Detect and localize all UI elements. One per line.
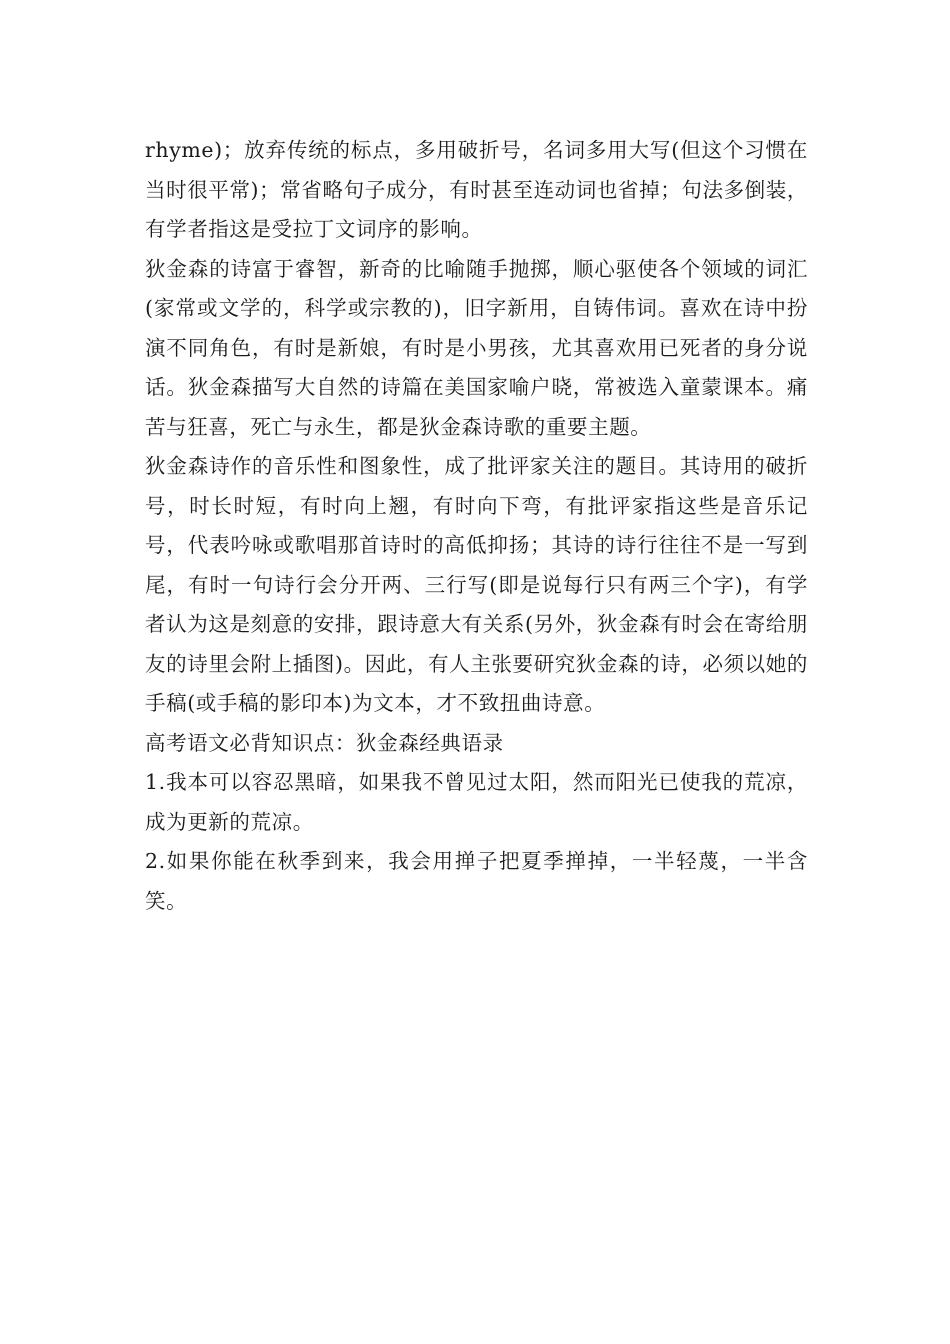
section-heading: 高考语文必背知识点：狄金森经典语录 xyxy=(145,730,504,755)
paragraph-music-and-imagery: 狄金森诗作的音乐性和图象性，成了批评家关注的题目。其诗用的破折号，时长时短，有时向上翘，有时向下弯，有批评家指这些是音乐记号，代表吟咏或歌唱那首诗时的高低抑扬；其诗的诗行往往不是一写到尾，有时一句诗行会分开两、三行写(即是说每行只有两三个字)，有学者认为这是刻意的安排，跟诗意大有关系(另外，狄金森有时会在寄给朋友的诗里会附上插图)。因此，有人主张要研究狄金森的诗，必须以她的手稿(或手稿的影印本)为文本，才不致扭曲诗意。 xyxy=(145,454,808,715)
paragraph-punctuation-style: rhyme)；放弃传统的标点，多用破折号，名词多用大写(但这个习惯在当时很平常)；常省略句子成分，有时甚至连动词也省掉；句法多倒装，有学者指这是受拉丁文词序的影响。 xyxy=(145,138,808,241)
quote-item-1: 1.我本可以容忍黑暗，如果我不曾见过太阳，然而阳光已使我的荒凉，成为更新的荒凉。 xyxy=(145,770,808,834)
document-body xyxy=(145,131,808,921)
quote-item-2: 2.如果你能在秋季到来，我会用掸子把夏季掸掉，一半轻蔑，一半含笑。 xyxy=(145,849,808,913)
paragraph-wit-and-themes: 狄金森的诗富于睿智，新奇的比喻随手抛掷，顺心驱使各个领域的词汇(家常或文学的，科学或宗教的)，旧字新用，自铸伟词。喜欢在诗中扮演不同角色，有时是新娘，有时是小男孩，尤其喜欢用已死者的身分说话。狄金森描写大自然的诗篇在美国家喻户晓，常被选入童蒙课本。痛苦与狂喜，死亡与永生，都是狄金森诗歌的重要主题。 xyxy=(145,256,808,439)
